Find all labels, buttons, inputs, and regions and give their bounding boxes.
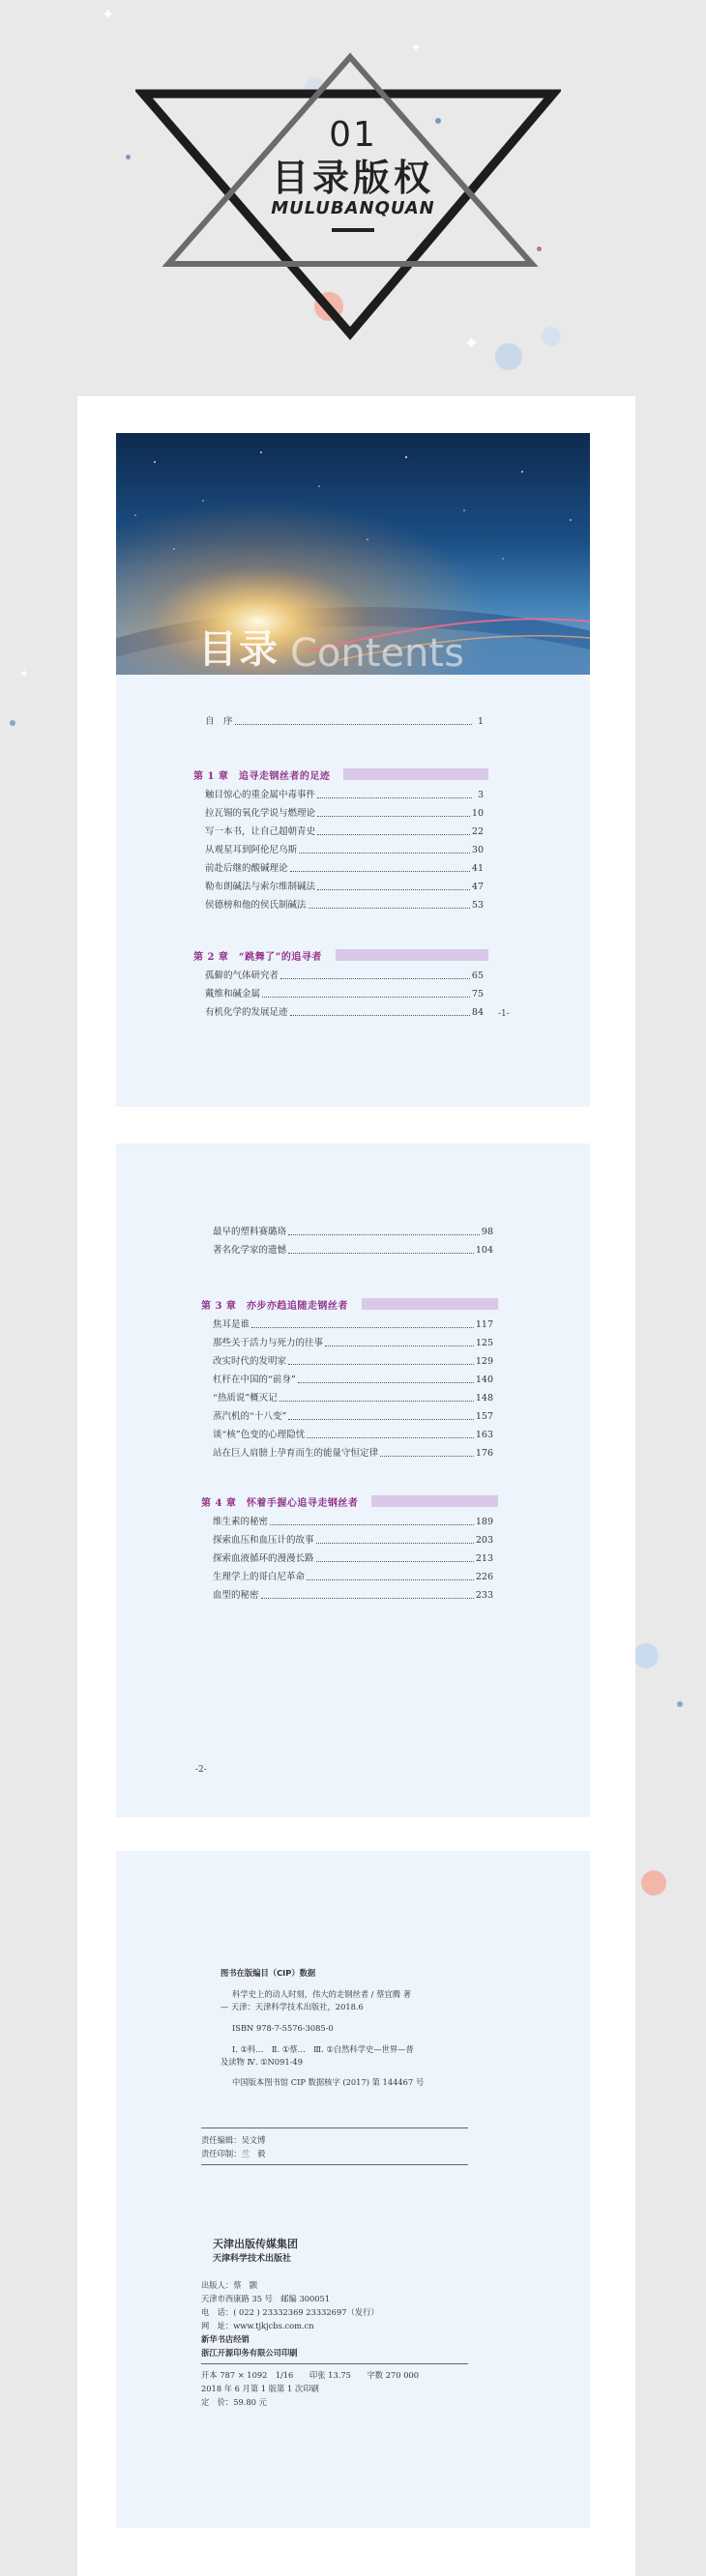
divider xyxy=(201,2363,468,2364)
chapter-heading: 第 3 章 亦步亦趋追随走钢丝者 xyxy=(201,1296,498,1312)
phone: 电 话：( 022 ) 23332369 23332697（发行） xyxy=(201,2307,379,2317)
publisher-group: 天津出版传媒集团 xyxy=(213,2238,298,2250)
toc-row-page: 75 xyxy=(471,989,484,999)
press-name: 天津科学技术出版社 xyxy=(213,2254,292,2264)
toc-leader xyxy=(380,1456,474,1457)
toc-row xyxy=(213,1226,493,1239)
toc-leader xyxy=(307,1579,474,1580)
toc-row-page: 30 xyxy=(471,845,484,855)
printer: 浙江开源印务有限公司印刷 xyxy=(201,2348,298,2358)
toc-row-page: 140 xyxy=(475,1375,493,1385)
toc-leader xyxy=(317,797,472,798)
section-underline xyxy=(332,228,374,232)
toc-leader xyxy=(288,1253,474,1254)
toc-row-page: 125 xyxy=(475,1338,493,1348)
editor: 责任编辑：吴文博 xyxy=(201,2135,266,2145)
sparkle-icon: ✦ xyxy=(411,41,422,54)
toc-row xyxy=(213,1410,493,1424)
toc-page-2 xyxy=(116,1143,590,1817)
section-subtitle: MULUBANQUAN xyxy=(271,198,435,218)
toc-leader xyxy=(316,1543,474,1544)
toc-row xyxy=(205,825,484,839)
toc-row-title: 站在巨人肩膀上孕育而生的能量守恒定律 xyxy=(213,1448,379,1459)
decor-dot xyxy=(677,1701,683,1707)
toc-row xyxy=(213,1374,493,1387)
toc-page-1 xyxy=(116,433,590,1107)
toc-row-page: 22 xyxy=(471,826,484,837)
toc-row xyxy=(213,1516,493,1529)
decor-dot xyxy=(633,1643,659,1668)
cip-line: — 天津：天津科学技术出版社，2018.6 xyxy=(221,2002,364,2012)
toc-row-title: 从观星耳到阿伦尼乌斯 xyxy=(205,845,298,855)
toc-row-page: 98 xyxy=(481,1227,493,1237)
toc-row-page: 176 xyxy=(475,1448,493,1459)
toc-row xyxy=(205,807,484,821)
toc-row xyxy=(213,1552,493,1566)
toc-row-title: 那些关于活力与死力的往事 xyxy=(213,1338,324,1348)
toc-leader xyxy=(279,1401,474,1402)
toc-row-title: 有机化学的发展足迹 xyxy=(205,1007,288,1018)
chapter-heading: 第 2 章 “跳舞了”的追寻者 xyxy=(193,947,488,963)
toc-row xyxy=(205,988,484,1001)
toc-leader xyxy=(290,871,470,872)
toc-row xyxy=(213,1429,493,1442)
toc-row xyxy=(213,1337,493,1350)
toc-leader xyxy=(299,853,470,854)
sparkle-icon: ✦ xyxy=(464,333,480,354)
toc-row-page: 53 xyxy=(471,900,484,911)
decor-dot xyxy=(641,1870,666,1896)
toc-row-page: 3 xyxy=(477,790,484,800)
toc-leader xyxy=(251,1327,474,1328)
hero-title-cn: 目录 xyxy=(198,627,279,672)
toc-row xyxy=(205,881,484,894)
toc-row-title: 维生素的秘密 xyxy=(213,1517,269,1527)
toc-leader xyxy=(288,1234,480,1235)
sparkle-icon: ✦ xyxy=(102,5,115,23)
toc-row-page: 226 xyxy=(475,1572,493,1582)
chapter-heading: 第 1 章 追寻走钢丝者的足迹 xyxy=(193,767,488,782)
toc-leader xyxy=(270,1524,474,1525)
toc-row-title: 杠杆在中国的“前身” xyxy=(213,1375,296,1385)
classification-line: Ⅰ. ①科… Ⅱ. ①蔡… Ⅲ. ①自然科学史—世界—普 xyxy=(232,2044,414,2054)
section-title: 目录版权 xyxy=(271,157,434,199)
website: 网 址：www.tjkjcbs.com.cn xyxy=(201,2321,314,2330)
hero-title-en: Contents xyxy=(290,631,464,675)
divider xyxy=(201,2127,468,2128)
toc-row-page: 203 xyxy=(475,1535,493,1546)
print-supervisor: 责任印制：兰 毅 xyxy=(201,2149,266,2158)
toc-row-page: 189 xyxy=(475,1517,493,1527)
toc-row xyxy=(213,1318,493,1332)
toc-leader xyxy=(317,889,470,890)
toc-leader xyxy=(261,1598,474,1599)
toc-leader xyxy=(317,834,470,835)
sparkle-icon: ✦ xyxy=(19,667,30,680)
toc-row-page: 213 xyxy=(475,1553,493,1564)
toc-row xyxy=(205,1006,484,1020)
toc-row-page: 148 xyxy=(475,1393,493,1404)
hero-image xyxy=(116,433,590,675)
toc-row xyxy=(213,1571,493,1584)
toc-row-page: 41 xyxy=(471,863,484,874)
toc-row-title: 孤僻的气体研究者 xyxy=(205,970,279,981)
toc-row xyxy=(205,970,484,983)
toc-row-title: “热质说”概灭记 xyxy=(213,1393,278,1404)
decor-dot xyxy=(10,720,15,726)
cip-number: 中国版本图书馆 CIP 数据核字 (2017) 第 144467 号 xyxy=(232,2077,425,2087)
toc-row-page: 104 xyxy=(475,1245,493,1256)
toc-row-title: 谈“核”色变的心理隐忧 xyxy=(213,1430,306,1440)
toc-row xyxy=(213,1589,493,1603)
toc-row-title: 焦耳是谁 xyxy=(213,1319,250,1330)
isbn: ISBN 978-7-5576-3085-0 xyxy=(232,2023,334,2033)
toc-row xyxy=(205,899,484,912)
distributor: 新华书店经销 xyxy=(201,2334,250,2344)
toc-row-title: 前赴后继的酸碱理论 xyxy=(205,863,288,874)
toc-leader xyxy=(317,816,470,817)
section-heading xyxy=(0,116,706,232)
toc-row-title: 触目惊心的重金属中毒事件 xyxy=(205,790,316,800)
toc-row-page: 47 xyxy=(471,882,484,892)
toc-row xyxy=(213,1534,493,1548)
page-folio: -1- xyxy=(498,1009,510,1019)
toc-row xyxy=(205,862,484,876)
toc-row-title: 探索血压和血压计的故事 xyxy=(213,1535,314,1546)
edition: 2018 年 6 月第 1 版第 1 次印刷 xyxy=(201,2384,319,2393)
toc-row-title: 写一本书，让自己超朝青史 xyxy=(205,826,316,837)
toc-row-page: 117 xyxy=(475,1319,493,1330)
chapter-heading: 第 4 章 怀着手握心追寻走钢丝者 xyxy=(201,1493,498,1509)
cip-title: 图书在版编目（CIP）数据 xyxy=(221,1968,316,1978)
toc-leader xyxy=(280,978,470,979)
toc-leader xyxy=(288,1364,474,1365)
price: 定 价：59.80 元 xyxy=(201,2397,267,2407)
toc-row-page: 65 xyxy=(471,970,484,981)
toc-row-page: 163 xyxy=(475,1430,493,1440)
toc-row-title: 探索血液循环的漫漫长路 xyxy=(213,1553,314,1564)
toc-row-page: 84 xyxy=(471,1007,484,1018)
classification-line: 及读物 Ⅳ. ①N091-49 xyxy=(221,2057,303,2067)
toc-row-title: 最早的塑料赛璐珞 xyxy=(213,1227,287,1237)
toc-row xyxy=(213,1244,493,1258)
toc-row xyxy=(205,789,484,802)
toc-row-title: 著名化学家的遗憾 xyxy=(213,1245,287,1256)
divider xyxy=(201,2164,468,2165)
toc-leader xyxy=(307,1437,474,1438)
toc-row-title: 改实时代的发明家 xyxy=(213,1356,287,1367)
address: 天津市西康路 35 号 邮编 300051 xyxy=(201,2294,331,2303)
toc-row-title: 戴维和碱金属 xyxy=(205,989,261,999)
toc-row xyxy=(213,1392,493,1405)
toc-row-title: 血型的秘密 xyxy=(213,1590,259,1601)
toc-row xyxy=(213,1447,493,1461)
copyright-page xyxy=(116,1851,590,2528)
toc-row-page: 129 xyxy=(475,1356,493,1367)
toc-row xyxy=(205,844,484,857)
toc-row-page: 233 xyxy=(475,1590,493,1601)
toc-leader xyxy=(290,1015,470,1016)
specifications: 开本 787 × 1092 1/16 印张 13.75 字数 270 000 xyxy=(201,2370,420,2380)
toc-row xyxy=(213,1355,493,1369)
toc-row-title: 蒸汽机的“十八变” xyxy=(213,1411,287,1422)
toc-row-title: 生理学上的哥白尼革命 xyxy=(213,1572,306,1582)
toc-leader xyxy=(288,1419,474,1420)
toc-row-title: 勒布朗碱法与索尔维制碱法 xyxy=(205,882,316,892)
toc-leader xyxy=(316,1561,474,1562)
toc-row-title: 拉瓦锡的氧化学说与燃理论 xyxy=(205,808,316,819)
cip-line: 科学史上的动人时刻，伟大的走钢丝者 / 蔡宜腾 著 xyxy=(232,1989,411,1999)
toc-leader xyxy=(309,908,470,909)
page-folio: -2- xyxy=(195,1765,207,1775)
toc-leader xyxy=(298,1382,474,1383)
toc-row-page: 10 xyxy=(471,808,484,819)
toc-row-preface: 自 序 1 xyxy=(205,716,484,727)
toc-row-page: 157 xyxy=(475,1411,493,1422)
publisher: 出版人：蔡 颢 xyxy=(201,2280,258,2290)
toc-row-title: 侯德榜和他的侯氏制碱法 xyxy=(205,900,307,911)
section-number: 01 xyxy=(329,115,377,155)
toc-leader xyxy=(262,997,470,998)
